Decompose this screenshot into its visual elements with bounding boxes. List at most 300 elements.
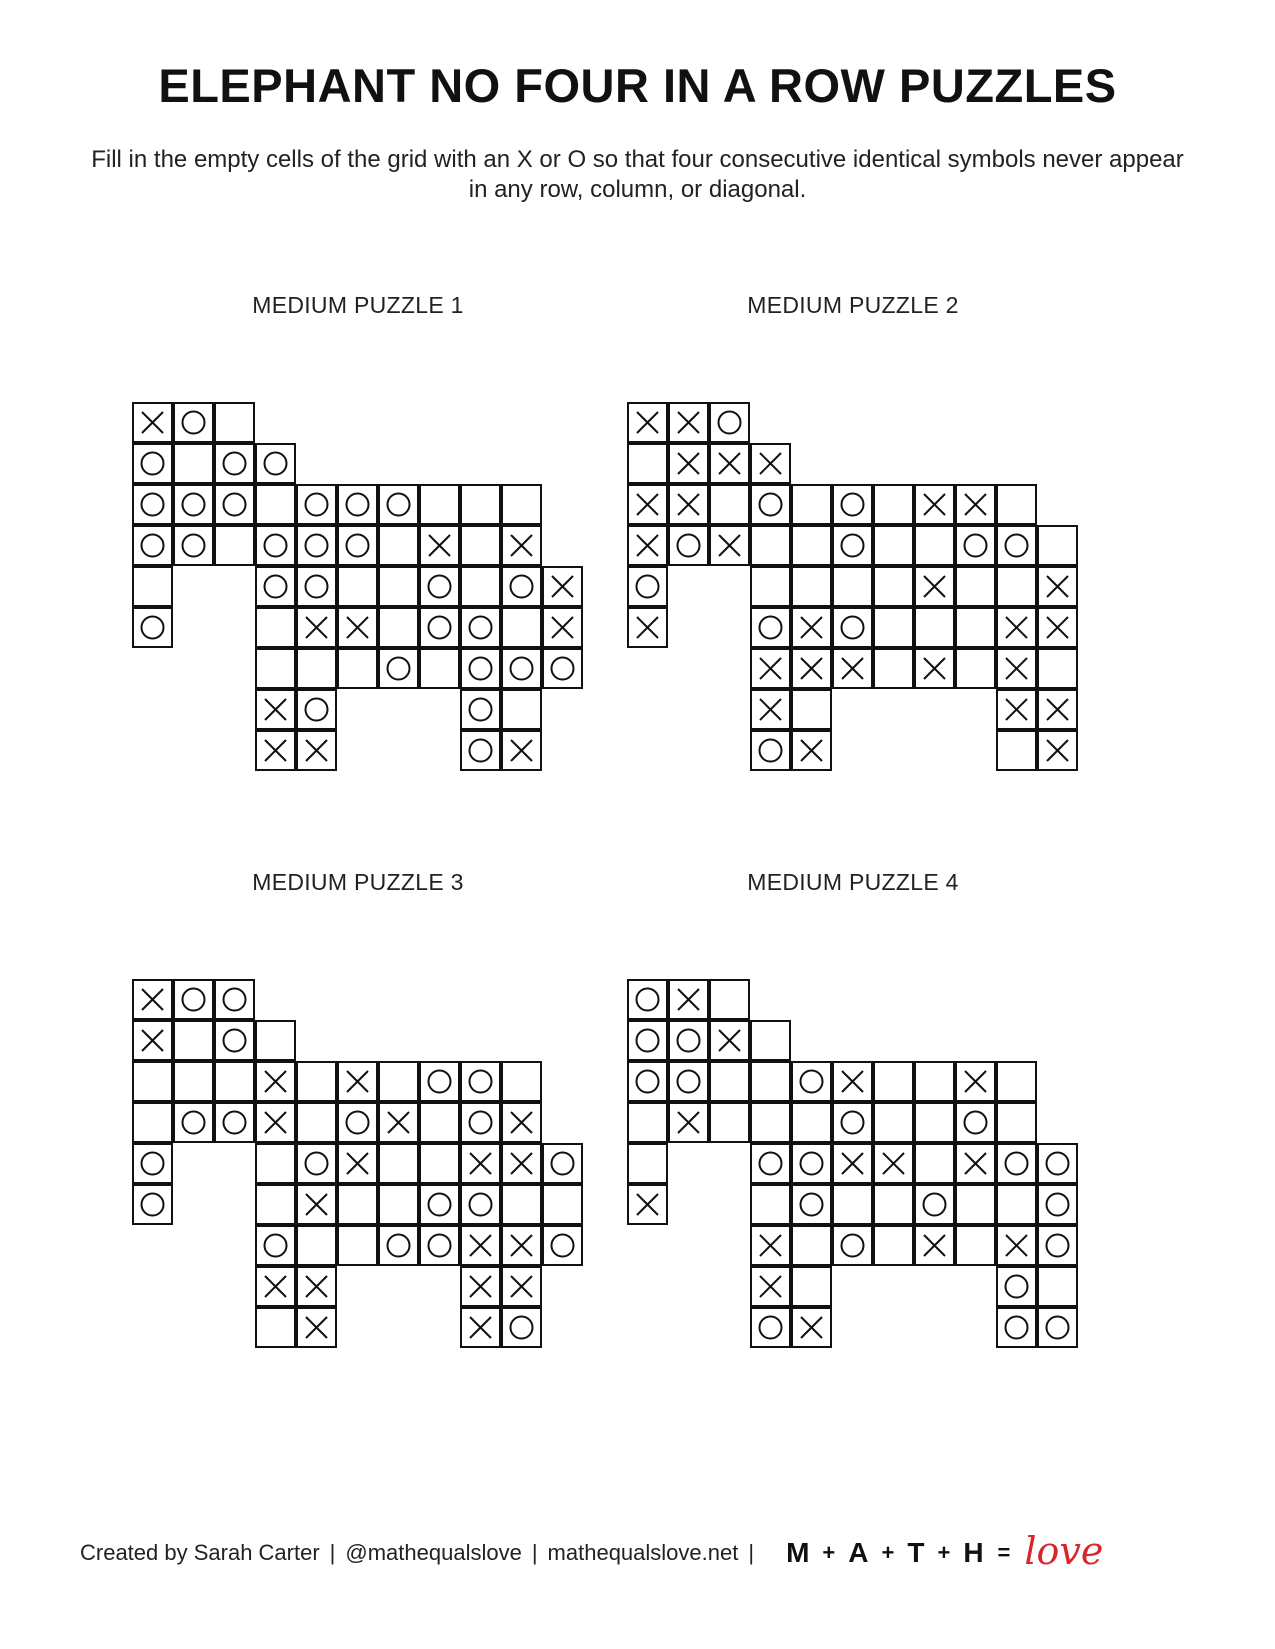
grid-cell-given bbox=[627, 402, 668, 443]
grid-cell-given bbox=[791, 648, 832, 689]
o-mark-icon bbox=[421, 568, 458, 605]
x-mark-icon bbox=[1039, 691, 1076, 728]
grid-cell-empty[interactable] bbox=[914, 525, 955, 566]
o-mark-icon bbox=[134, 1145, 171, 1182]
x-mark-icon bbox=[544, 609, 581, 646]
grid-cell-empty[interactable] bbox=[255, 1143, 296, 1184]
o-mark-icon bbox=[216, 1022, 253, 1059]
grid-cell-given bbox=[296, 566, 337, 607]
footer bbox=[80, 1529, 1104, 1573]
grid-cell-empty[interactable] bbox=[337, 566, 378, 607]
grid-cell-empty[interactable] bbox=[460, 484, 501, 525]
grid-cell-empty[interactable] bbox=[996, 484, 1037, 525]
grid-cell-empty[interactable] bbox=[791, 1225, 832, 1266]
grid-cell-given bbox=[173, 979, 214, 1020]
grid-cell-empty[interactable] bbox=[873, 607, 914, 648]
grid-cell-given bbox=[709, 402, 750, 443]
grid-cell-empty[interactable] bbox=[627, 1143, 668, 1184]
grid-cell-given bbox=[501, 566, 542, 607]
x-mark-icon bbox=[752, 445, 789, 482]
o-mark-icon bbox=[462, 1104, 499, 1141]
grid-cell-given bbox=[832, 607, 873, 648]
grid-cell-empty[interactable] bbox=[1037, 525, 1078, 566]
grid-cell-given bbox=[955, 1143, 996, 1184]
grid-cell-given bbox=[1037, 1184, 1078, 1225]
x-mark-icon bbox=[629, 404, 666, 441]
grid-cell-empty[interactable] bbox=[914, 1143, 955, 1184]
o-mark-icon bbox=[134, 527, 171, 564]
grid-cell-given bbox=[1037, 607, 1078, 648]
puzzle-title-1: MEDIUM PUZZLE 1 bbox=[252, 292, 464, 318]
grid-cell-empty[interactable] bbox=[501, 1061, 542, 1102]
o-mark-icon bbox=[1039, 1145, 1076, 1182]
grid-cell-empty[interactable] bbox=[337, 648, 378, 689]
grid-cell-empty[interactable] bbox=[627, 443, 668, 484]
grid-cell-empty[interactable] bbox=[132, 1102, 173, 1143]
grid-cell-given bbox=[296, 525, 337, 566]
grid-cell-given bbox=[832, 1102, 873, 1143]
grid-cell-empty[interactable] bbox=[419, 484, 460, 525]
grid-cell-given bbox=[173, 1102, 214, 1143]
x-mark-icon bbox=[503, 1145, 540, 1182]
grid-cell-given bbox=[460, 1225, 501, 1266]
grid-cell-given bbox=[173, 484, 214, 525]
o-mark-icon bbox=[998, 527, 1035, 564]
o-mark-icon bbox=[711, 404, 748, 441]
grid-cell-empty[interactable] bbox=[996, 1102, 1037, 1143]
o-mark-icon bbox=[298, 486, 335, 523]
grid-cell-given bbox=[296, 607, 337, 648]
grid-cell-given bbox=[627, 1061, 668, 1102]
x-mark-icon bbox=[916, 1227, 953, 1264]
grid-cell-empty[interactable] bbox=[873, 648, 914, 689]
x-mark-icon bbox=[793, 1309, 830, 1346]
o-mark-icon bbox=[462, 1186, 499, 1223]
brand-letter: M bbox=[786, 1537, 812, 1568]
x-mark-icon bbox=[257, 1268, 294, 1305]
grid-cell-given bbox=[460, 1307, 501, 1348]
grid-cell-given bbox=[668, 1102, 709, 1143]
grid-cell-empty[interactable] bbox=[419, 648, 460, 689]
grid-cell-empty[interactable] bbox=[709, 1102, 750, 1143]
grid-cell-given bbox=[914, 566, 955, 607]
x-mark-icon bbox=[298, 1268, 335, 1305]
grid-cell-empty[interactable] bbox=[378, 1061, 419, 1102]
grid-cell-empty[interactable] bbox=[501, 484, 542, 525]
x-mark-icon bbox=[916, 486, 953, 523]
grid-cell-given bbox=[255, 443, 296, 484]
grid-cell-given bbox=[914, 484, 955, 525]
grid-cell-empty[interactable] bbox=[996, 1061, 1037, 1102]
grid-cell-empty[interactable] bbox=[791, 566, 832, 607]
x-mark-icon bbox=[957, 486, 994, 523]
x-mark-icon bbox=[711, 1022, 748, 1059]
x-mark-icon bbox=[134, 404, 171, 441]
o-mark-icon bbox=[670, 1022, 707, 1059]
footer-site-link[interactable]: mathequalslove.net bbox=[547, 1540, 739, 1565]
grid-cell-empty[interactable] bbox=[750, 1061, 791, 1102]
o-mark-icon bbox=[998, 1145, 1035, 1182]
x-mark-icon bbox=[752, 650, 789, 687]
x-mark-icon bbox=[711, 527, 748, 564]
o-mark-icon bbox=[421, 609, 458, 646]
grid-cell-empty[interactable] bbox=[914, 607, 955, 648]
x-mark-icon bbox=[134, 981, 171, 1018]
x-mark-icon bbox=[462, 1227, 499, 1264]
grid-cell-given bbox=[627, 1020, 668, 1061]
grid-cell-empty[interactable] bbox=[296, 1102, 337, 1143]
grid-cell-given bbox=[214, 1020, 255, 1061]
grid-cell-empty[interactable] bbox=[501, 1184, 542, 1225]
grid-cell-empty[interactable] bbox=[750, 1184, 791, 1225]
instructions: Fill in the empty cells of the grid with an X or O so that four consecutive identical symbols never appear in any row, column, or diagonal. bbox=[91, 146, 1184, 203]
o-mark-icon bbox=[1039, 1186, 1076, 1223]
grid-cell-given bbox=[996, 1307, 1037, 1348]
grid-cell-given bbox=[255, 1102, 296, 1143]
o-mark-icon bbox=[298, 527, 335, 564]
x-mark-icon bbox=[380, 1104, 417, 1141]
brand-love-script: love bbox=[1024, 1529, 1104, 1573]
footer-separator: | bbox=[329, 1540, 336, 1565]
grid-cell-empty[interactable] bbox=[996, 730, 1037, 771]
o-mark-icon bbox=[957, 1104, 994, 1141]
grid-cell-empty[interactable] bbox=[173, 1061, 214, 1102]
o-mark-icon bbox=[670, 527, 707, 564]
grid-cell-given bbox=[791, 1143, 832, 1184]
x-mark-icon bbox=[134, 1022, 171, 1059]
o-mark-icon bbox=[257, 568, 294, 605]
grid-cell-empty[interactable] bbox=[214, 402, 255, 443]
grid-cell-empty[interactable] bbox=[255, 648, 296, 689]
o-mark-icon bbox=[752, 1309, 789, 1346]
grid-cell-empty[interactable] bbox=[791, 484, 832, 525]
grid-cell-empty[interactable] bbox=[873, 1102, 914, 1143]
grid-cell-empty[interactable] bbox=[955, 607, 996, 648]
grid-cell-given bbox=[460, 1143, 501, 1184]
grid-cell-empty[interactable] bbox=[378, 607, 419, 648]
x-mark-icon bbox=[503, 527, 540, 564]
grid-cell-given bbox=[255, 1266, 296, 1307]
grid-cell-given bbox=[668, 979, 709, 1020]
grid-cell-empty[interactable] bbox=[709, 979, 750, 1020]
grid-cell-given bbox=[132, 484, 173, 525]
grid-cell-given bbox=[996, 1143, 1037, 1184]
grid-cell-empty[interactable] bbox=[255, 484, 296, 525]
grid-cell-given bbox=[668, 1020, 709, 1061]
grid-cell-given bbox=[627, 566, 668, 607]
grid-cell-given bbox=[832, 525, 873, 566]
footer-separator: | bbox=[531, 1540, 538, 1565]
x-mark-icon bbox=[421, 527, 458, 564]
x-mark-icon bbox=[670, 404, 707, 441]
grid-cell-given bbox=[750, 484, 791, 525]
grid-cell-given bbox=[627, 1184, 668, 1225]
grid-cell-empty[interactable] bbox=[296, 1225, 337, 1266]
x-mark-icon bbox=[670, 445, 707, 482]
o-mark-icon bbox=[793, 1063, 830, 1100]
grid-cell-given bbox=[460, 1184, 501, 1225]
grid-cell-empty[interactable] bbox=[501, 607, 542, 648]
grid-cell-empty[interactable] bbox=[709, 1061, 750, 1102]
x-mark-icon bbox=[257, 691, 294, 728]
grid-cell-empty[interactable] bbox=[873, 484, 914, 525]
o-mark-icon bbox=[670, 1063, 707, 1100]
grid-cell-given bbox=[501, 1225, 542, 1266]
grid-cell-given bbox=[255, 1061, 296, 1102]
grid-cell-given bbox=[996, 1266, 1037, 1307]
puzzle-title-3: MEDIUM PUZZLE 3 bbox=[252, 869, 464, 895]
grid-cell-given bbox=[419, 1184, 460, 1225]
grid-cell-given bbox=[750, 1266, 791, 1307]
grid-cell-given bbox=[296, 730, 337, 771]
o-mark-icon bbox=[339, 486, 376, 523]
o-mark-icon bbox=[793, 1186, 830, 1223]
x-mark-icon bbox=[298, 1186, 335, 1223]
x-mark-icon bbox=[834, 1145, 871, 1182]
x-mark-icon bbox=[629, 1186, 666, 1223]
x-mark-icon bbox=[793, 650, 830, 687]
brand-plus: + bbox=[822, 1540, 838, 1565]
x-mark-icon bbox=[257, 1104, 294, 1141]
o-mark-icon bbox=[834, 1104, 871, 1141]
grid-cell-empty[interactable] bbox=[255, 1020, 296, 1061]
grid-cell-given bbox=[255, 689, 296, 730]
grid-cell-empty[interactable] bbox=[214, 1061, 255, 1102]
grid-cell-empty[interactable] bbox=[914, 1061, 955, 1102]
x-mark-icon bbox=[462, 1145, 499, 1182]
o-mark-icon bbox=[257, 527, 294, 564]
grid-cell-given bbox=[542, 607, 583, 648]
o-mark-icon bbox=[380, 650, 417, 687]
grid-cell-empty[interactable] bbox=[460, 566, 501, 607]
grid-cell-given bbox=[296, 1184, 337, 1225]
grid-cell-empty[interactable] bbox=[214, 525, 255, 566]
o-mark-icon bbox=[462, 609, 499, 646]
grid-cell-given bbox=[501, 1266, 542, 1307]
grid-cell-given bbox=[791, 607, 832, 648]
grid-cell-empty[interactable] bbox=[873, 1061, 914, 1102]
grid-cell-given bbox=[627, 525, 668, 566]
grid-cell-given bbox=[955, 1102, 996, 1143]
grid-cell-empty[interactable] bbox=[419, 1143, 460, 1184]
grid-cell-given bbox=[460, 648, 501, 689]
grid-cell-given bbox=[709, 443, 750, 484]
grid-cell-given bbox=[832, 1143, 873, 1184]
o-mark-icon bbox=[216, 486, 253, 523]
x-mark-icon bbox=[670, 486, 707, 523]
grid-cell-given bbox=[832, 1225, 873, 1266]
grid-cell-given bbox=[378, 1102, 419, 1143]
grid-cell-empty[interactable] bbox=[296, 1061, 337, 1102]
grid-cell-given bbox=[255, 730, 296, 771]
x-mark-icon bbox=[916, 650, 953, 687]
grid-cell-empty[interactable] bbox=[296, 648, 337, 689]
x-mark-icon bbox=[793, 609, 830, 646]
grid-cell-given bbox=[337, 525, 378, 566]
x-mark-icon bbox=[257, 1063, 294, 1100]
grid-cell-empty[interactable] bbox=[791, 525, 832, 566]
grid-cell-empty[interactable] bbox=[1037, 1266, 1078, 1307]
grid-cell-given bbox=[542, 566, 583, 607]
grid-cell-empty[interactable] bbox=[750, 1102, 791, 1143]
grid-cell-empty[interactable] bbox=[1037, 648, 1078, 689]
footer-credit: Created by Sarah Carter bbox=[80, 1540, 320, 1565]
grid-cell-empty[interactable] bbox=[791, 1102, 832, 1143]
grid-cell-given bbox=[378, 648, 419, 689]
x-mark-icon bbox=[629, 609, 666, 646]
grid-cell-given bbox=[501, 730, 542, 771]
grid-cell-given bbox=[296, 1143, 337, 1184]
brand-letter: H bbox=[963, 1537, 986, 1568]
grid-cell-given bbox=[750, 1307, 791, 1348]
grid-cell-empty[interactable] bbox=[378, 525, 419, 566]
grid-cell-empty[interactable] bbox=[955, 1184, 996, 1225]
grid-cell-empty[interactable] bbox=[378, 566, 419, 607]
grid-cell-given bbox=[255, 1225, 296, 1266]
grid-cell-empty[interactable] bbox=[955, 1225, 996, 1266]
x-mark-icon bbox=[670, 1104, 707, 1141]
grid-cell-empty[interactable] bbox=[791, 689, 832, 730]
x-mark-icon bbox=[998, 1227, 1035, 1264]
x-mark-icon bbox=[752, 1268, 789, 1305]
grid-cell-empty[interactable] bbox=[255, 607, 296, 648]
grid-cell-given bbox=[419, 566, 460, 607]
grid-cell-empty[interactable] bbox=[173, 1020, 214, 1061]
grid-cell-empty[interactable] bbox=[709, 484, 750, 525]
o-mark-icon bbox=[421, 1227, 458, 1264]
o-mark-icon bbox=[503, 1309, 540, 1346]
x-mark-icon bbox=[503, 732, 540, 769]
grid-cell-given bbox=[337, 484, 378, 525]
grid-cell-given bbox=[419, 607, 460, 648]
grid-cell-given bbox=[296, 689, 337, 730]
x-mark-icon bbox=[793, 732, 830, 769]
grid-cell-empty[interactable] bbox=[955, 648, 996, 689]
grid-cell-empty[interactable] bbox=[132, 1061, 173, 1102]
grid-cell-empty[interactable] bbox=[791, 1266, 832, 1307]
grid-cell-empty[interactable] bbox=[255, 1307, 296, 1348]
grid-cell-empty[interactable] bbox=[378, 1184, 419, 1225]
o-mark-icon bbox=[462, 650, 499, 687]
grid-cell-given bbox=[460, 1266, 501, 1307]
o-mark-icon bbox=[134, 486, 171, 523]
x-mark-icon bbox=[834, 1063, 871, 1100]
grid-cell-empty[interactable] bbox=[255, 1184, 296, 1225]
grid-cell-empty[interactable] bbox=[750, 1020, 791, 1061]
grid-cell-empty[interactable] bbox=[955, 566, 996, 607]
o-mark-icon bbox=[134, 1186, 171, 1223]
grid-cell-empty[interactable] bbox=[419, 1102, 460, 1143]
grid-cell-given bbox=[668, 484, 709, 525]
grid-cell-given bbox=[419, 1061, 460, 1102]
grid-cell-empty[interactable] bbox=[873, 1184, 914, 1225]
grid-cell-given bbox=[1037, 730, 1078, 771]
grid-cell-given bbox=[173, 402, 214, 443]
grid-cell-empty[interactable] bbox=[337, 1225, 378, 1266]
grid-cell-given bbox=[501, 1102, 542, 1143]
o-mark-icon bbox=[298, 1145, 335, 1182]
grid-cell-given bbox=[296, 1307, 337, 1348]
grid-cell-given bbox=[214, 979, 255, 1020]
grid-cell-given bbox=[501, 1143, 542, 1184]
x-mark-icon bbox=[462, 1268, 499, 1305]
o-mark-icon bbox=[834, 1227, 871, 1264]
o-mark-icon bbox=[339, 527, 376, 564]
grid-cell-empty[interactable] bbox=[337, 1184, 378, 1225]
grid-cell-given bbox=[955, 525, 996, 566]
grid-cell-empty[interactable] bbox=[832, 1184, 873, 1225]
o-mark-icon bbox=[916, 1186, 953, 1223]
o-mark-icon bbox=[175, 1104, 212, 1141]
grid-cell-given bbox=[132, 1143, 173, 1184]
grid-cell-given bbox=[791, 1184, 832, 1225]
o-mark-icon bbox=[544, 1227, 581, 1264]
o-mark-icon bbox=[175, 527, 212, 564]
grid-cell-empty[interactable] bbox=[750, 525, 791, 566]
grid-cell-given bbox=[501, 1307, 542, 1348]
x-mark-icon bbox=[298, 609, 335, 646]
grid-cell-given bbox=[1037, 566, 1078, 607]
x-mark-icon bbox=[339, 1145, 376, 1182]
grid-cell-given bbox=[832, 648, 873, 689]
grid-cell-empty[interactable] bbox=[832, 566, 873, 607]
grid-cell-given bbox=[1037, 1225, 1078, 1266]
grid-cell-empty[interactable] bbox=[132, 566, 173, 607]
grid-cell-empty[interactable] bbox=[173, 443, 214, 484]
grid-cell-given bbox=[296, 484, 337, 525]
brand-plus: + bbox=[937, 1540, 953, 1565]
grid-cell-given bbox=[542, 1143, 583, 1184]
grid-cell-given bbox=[542, 648, 583, 689]
grid-cell-empty[interactable] bbox=[873, 566, 914, 607]
x-mark-icon bbox=[752, 691, 789, 728]
o-mark-icon bbox=[298, 568, 335, 605]
grid-cell-given bbox=[542, 1225, 583, 1266]
grid-cell-empty[interactable] bbox=[542, 1184, 583, 1225]
o-mark-icon bbox=[834, 609, 871, 646]
grid-cell-empty[interactable] bbox=[873, 525, 914, 566]
grid-cell-given bbox=[337, 1143, 378, 1184]
grid-cell-given bbox=[832, 484, 873, 525]
grid-cell-empty[interactable] bbox=[750, 566, 791, 607]
grid-cell-given bbox=[914, 1184, 955, 1225]
x-mark-icon bbox=[670, 981, 707, 1018]
o-mark-icon bbox=[629, 1022, 666, 1059]
o-mark-icon bbox=[629, 981, 666, 1018]
grid-cell-empty[interactable] bbox=[873, 1225, 914, 1266]
grid-cell-given bbox=[378, 1225, 419, 1266]
o-mark-icon bbox=[175, 981, 212, 1018]
grid-cell-given bbox=[668, 402, 709, 443]
grid-cell-given bbox=[255, 525, 296, 566]
grid-cell-empty[interactable] bbox=[501, 689, 542, 730]
grid-cell-empty[interactable] bbox=[996, 566, 1037, 607]
o-mark-icon bbox=[216, 1104, 253, 1141]
x-mark-icon bbox=[1039, 732, 1076, 769]
grid-cell-empty[interactable] bbox=[996, 1184, 1037, 1225]
x-mark-icon bbox=[298, 732, 335, 769]
grid-cell-given bbox=[501, 525, 542, 566]
grid-cell-empty[interactable] bbox=[914, 1102, 955, 1143]
grid-cell-empty[interactable] bbox=[378, 1143, 419, 1184]
grid-cell-given bbox=[791, 1061, 832, 1102]
grid-cell-given bbox=[296, 1266, 337, 1307]
grid-cell-given bbox=[709, 1020, 750, 1061]
brand-letter: T bbox=[907, 1537, 927, 1568]
grid-cell-empty[interactable] bbox=[460, 525, 501, 566]
grid-cell-empty[interactable] bbox=[627, 1102, 668, 1143]
grid-cell-given bbox=[173, 525, 214, 566]
